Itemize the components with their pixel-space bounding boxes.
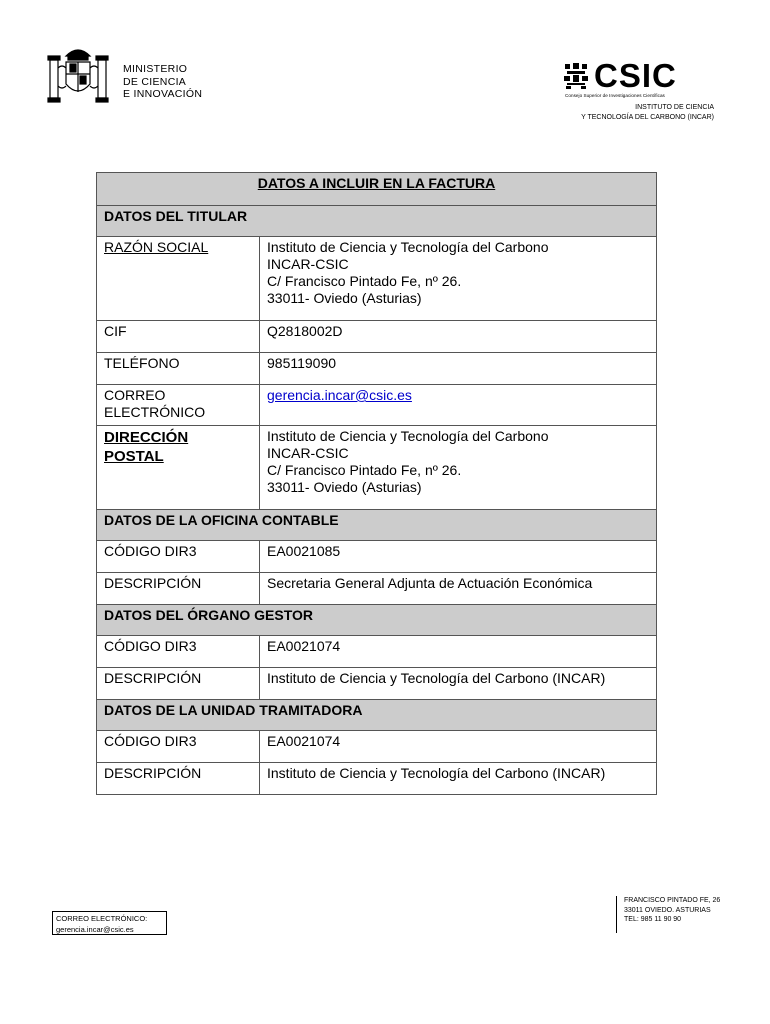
section-oficina-heading: DATOS DE LA OFICINA CONTABLE [97, 510, 657, 541]
table-row [97, 426, 657, 510]
unidad-desc-label: DESCRIPCIÓN [97, 763, 260, 795]
ministry-line: E INNOVACIÓN [123, 88, 203, 100]
unidad-codigo-value: EA0021074 [260, 731, 657, 763]
footer-address-line: FRANCISCO PINTADO FE, 26 [624, 897, 721, 904]
footer-address-line: 33011 OVIEDO. ASTURIAS [624, 906, 711, 914]
correo-value [260, 385, 657, 426]
institute-line: Y TECNOLOGÍA DEL CARBONO (INCAR) [581, 114, 714, 121]
csic-emblem-icon [564, 63, 588, 89]
direccion-line: C/ Francisco Pintado Fe, nº 26. [267, 462, 462, 478]
table-row [97, 731, 657, 763]
correo-label-line: ELECTRÓNICO [104, 404, 206, 420]
section-header-row [97, 510, 657, 541]
telefono-label: TELÉFONO [97, 353, 260, 385]
invoice-data-table [96, 172, 657, 795]
email-link[interactable]: gerencia.incar@csic.es [267, 387, 412, 403]
table-row [97, 541, 657, 573]
organo-desc-label: DESCRIPCIÓN [97, 668, 260, 700]
razon-social-label-text: RAZÓN SOCIAL [104, 239, 209, 255]
section-header-row [97, 700, 657, 731]
direccion-line: Instituto de Ciencia y Tecnología del Carbono [267, 428, 549, 444]
direccion-label [97, 426, 260, 510]
unidad-codigo-label: CÓDIGO DIR3 [97, 731, 260, 763]
section-titular-heading: DATOS DEL TITULAR [97, 206, 657, 237]
oficina-codigo-label: CÓDIGO DIR3 [97, 541, 260, 573]
section-header-row [97, 605, 657, 636]
organo-desc-value: Instituto de Ciencia y Tecnología del Carbono (INCAR) [260, 668, 657, 700]
ministry-line: MINISTERIO [123, 63, 188, 75]
direccion-label-line: DIRECCIÓN [104, 429, 189, 446]
csic-logo [540, 57, 720, 130]
table-row [97, 237, 657, 321]
telefono-value: 985119090 [260, 353, 657, 385]
section-organo-heading: DATOS DEL ÓRGANO GESTOR [97, 605, 657, 636]
footer-email-value[interactable]: gerencia.incar@csic.es [56, 925, 134, 934]
section-unidad-heading: DATOS DE LA UNIDAD TRAMITADORA [97, 700, 657, 731]
ministry-line: DE CIENCIA [123, 75, 187, 88]
razon-social-label [97, 237, 260, 321]
institute-name [581, 103, 714, 123]
ministry-name [123, 63, 202, 101]
razon-line: C/ Francisco Pintado Fe, nº 26. [267, 273, 462, 289]
institute-line: INSTITUTO DE CIENCIA [635, 104, 714, 111]
direccion-label-line: POSTAL [104, 448, 164, 465]
table-row [97, 321, 657, 353]
footer-email-label: CORREO ELECTRÓNICO: [56, 914, 148, 923]
oficina-desc-label: DESCRIPCIÓN [97, 573, 260, 605]
razon-line: 33011- Oviedo (Asturias) [267, 290, 422, 306]
footer-email-box [52, 911, 167, 935]
oficina-desc-value: Secretaria General Adjunta de Actuación Económica [260, 573, 657, 605]
footer-address-line: TEL: 985 11 90 90 [624, 916, 682, 923]
table-row [97, 573, 657, 605]
cif-value: Q2818002D [260, 321, 657, 353]
table-row [97, 385, 657, 426]
oficina-codigo-value: EA0021085 [260, 541, 657, 573]
direccion-value [260, 426, 657, 510]
organo-codigo-label: CÓDIGO DIR3 [97, 636, 260, 668]
table-row [97, 636, 657, 668]
unidad-desc-value: Instituto de Ciencia y Tecnología del Carbono (INCAR) [260, 763, 657, 795]
table-title: DATOS A INCLUIR EN LA FACTURA [97, 173, 657, 206]
section-header-row [97, 206, 657, 237]
organo-codigo-value: EA0021074 [260, 636, 657, 668]
table-title-row [97, 173, 657, 206]
ministry-logo [44, 42, 224, 110]
razon-line: INCAR-CSIC [267, 256, 349, 272]
cif-label: CIF [97, 321, 260, 353]
direccion-line: 33011- Oviedo (Asturias) [267, 479, 422, 495]
razon-line: Instituto de Ciencia y Tecnología del Carbono [267, 239, 549, 255]
correo-label [97, 385, 260, 426]
razon-social-value [260, 237, 657, 321]
correo-label-line: CORREO [104, 387, 166, 403]
direccion-line: INCAR-CSIC [267, 445, 349, 461]
table-row [97, 353, 657, 385]
footer-address [616, 896, 720, 933]
table-row [97, 668, 657, 700]
csic-name: CSIC [594, 57, 677, 94]
coat-of-arms-icon [44, 42, 112, 108]
csic-council-name: Consejo Superior de Investigaciones Científicas [565, 93, 665, 98]
table-row [97, 763, 657, 795]
